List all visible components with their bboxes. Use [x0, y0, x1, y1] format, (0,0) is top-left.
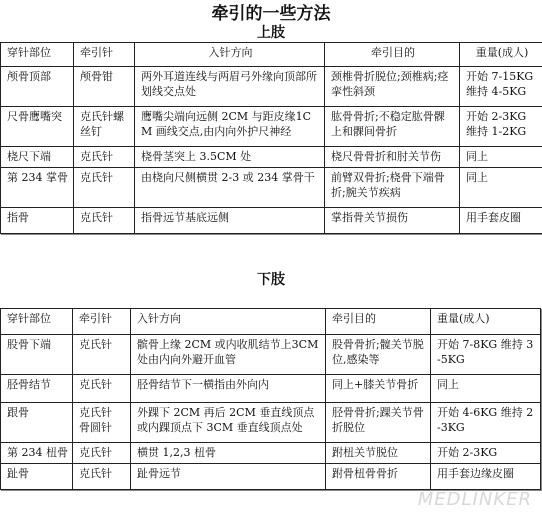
table-row: [1, 443, 541, 464]
table-cell: 胫骨结节: [1, 375, 73, 403]
header-cell: 重量(成人): [431, 309, 541, 335]
table-cell: 外踝下 2CM 再后 2CM 垂直线顶点或内踝顶点下 3CM 垂直线顶点处: [131, 403, 326, 443]
table-cell: 克氏针: [73, 464, 131, 490]
header-cell: 穿针部位: [1, 43, 74, 67]
upper-limb-table: [0, 42, 542, 234]
table-row: [1, 464, 541, 490]
page-title: 牵引的一些方法: [211, 4, 331, 24]
table-cell: 胫骨结节下一横指由外向内: [131, 375, 326, 403]
table-cell: 指骨: [1, 208, 74, 234]
lower-limb-table: [0, 308, 541, 490]
table-cell: 开始 2-3KG 维持 1-2KG: [460, 107, 542, 147]
table-cell: 第 234 杻骨: [1, 443, 73, 464]
header-cell: 牵引目的: [325, 43, 460, 67]
table-cell: 趾骨远节: [131, 464, 326, 490]
table-cell: 桡尺骨骨折和肘关节伤: [325, 147, 460, 168]
table-cell: 开始 4-6KG 维持 2-3KG: [431, 403, 541, 443]
table-cell: 第 234 掌骨: [1, 168, 74, 208]
table-cell: 克氏针: [73, 443, 131, 464]
table-cell: 开始 7-15KG 维持 4-5KG: [460, 67, 542, 107]
header-cell: 牵引针: [73, 309, 131, 335]
table-cell: 胫骨骨折;踝关节骨折脱位: [326, 403, 431, 443]
table-cell: 克氏针: [74, 168, 135, 208]
table-cell: 同上: [460, 147, 542, 168]
table-cell: 桡骨茎突上 3.5CM 处: [135, 147, 325, 168]
table-cell: 开始 7-8KG 维持 3-5KG: [431, 335, 541, 375]
table-cell: 跗骨杻骨骨折: [326, 464, 431, 490]
table-header-row: [1, 43, 542, 67]
table-cell: 用手套皮圈: [460, 208, 542, 234]
table-cell: 克氏针: [73, 375, 131, 403]
table-row: [1, 67, 542, 107]
table-row: [1, 208, 542, 234]
table-cell: 同上: [460, 168, 542, 208]
table-cell: 克氏针: [74, 208, 135, 234]
header-cell: 重量(成人): [460, 43, 542, 67]
table-cell: 两外耳道连线与两眉弓外缘向顶部所划线交点处: [135, 67, 325, 107]
table-cell: 掌指骨关节损伤: [325, 208, 460, 234]
table-cell: 前臂双骨折;桡骨下端骨折;腕关节疾病: [325, 168, 460, 208]
table-cell: 克氏针螺丝钉: [74, 107, 135, 147]
table-cell: 颅骨钳: [74, 67, 135, 107]
table-cell: 克氏针: [73, 335, 131, 375]
watermark-logo: MEDLINKER: [417, 489, 532, 510]
table-cell: 趾骨: [1, 464, 73, 490]
table-cell: 尺骨鹰嘴突: [1, 107, 74, 147]
table-cell: 颅骨顶部: [1, 67, 74, 107]
lower-limb-heading: 下肢: [257, 272, 285, 288]
table-row: [1, 168, 542, 208]
table-row: [1, 375, 541, 403]
table-cell: 同上+膝关节骨折: [326, 375, 431, 403]
upper-limb-heading: 上肢: [257, 25, 285, 41]
table-cell: 开始 2-3KG: [431, 443, 541, 464]
table-cell: 克氏针: [74, 147, 135, 168]
table-cell: 肱骨骨折;不稳定肱骨髁上和髁间骨折: [325, 107, 460, 147]
table-cell: 横贯 1,2,3 杻骨: [131, 443, 326, 464]
table-cell: 桡尺下端: [1, 147, 74, 168]
table-cell: 髌骨上缘 2CM 或内收肌结节上3CM 处由内向外避开血管: [131, 335, 326, 375]
table-cell: 同上: [431, 375, 541, 403]
table-cell: 克氏针 骨圆针: [73, 403, 131, 443]
table-cell: 由桡向尺侧横贯 2-3 或 234 掌骨干: [135, 168, 325, 208]
table-row: [1, 403, 541, 443]
table-row: [1, 107, 542, 147]
table-cell: 跗杻关节脱位: [326, 443, 431, 464]
header-cell: 穿针部位: [1, 309, 73, 335]
table-cell: 股骨骨折;髋关节脱位,感染等: [326, 335, 431, 375]
header-cell: 入针方向: [131, 309, 326, 335]
table-cell: 用手套边缘皮圈: [431, 464, 541, 490]
table-cell: 颈椎骨折脱位;颈椎病;痉挛性斜颈: [325, 67, 460, 107]
table-row: [1, 147, 542, 168]
table-cell: 指骨远节基底远侧: [135, 208, 325, 234]
header-cell: 牵引目的: [326, 309, 431, 335]
table-header-row: [1, 309, 541, 335]
table-row: [1, 335, 541, 375]
table-cell: 股骨下端: [1, 335, 73, 375]
table-cell: 跟骨: [1, 403, 73, 443]
table-cell: 鹰嘴尖端向远侧 2CM 与距皮缘1CM 画线交点,由内向外护尺神经: [135, 107, 325, 147]
header-cell: 入针方向: [135, 43, 325, 67]
header-cell: 牵引针: [74, 43, 135, 67]
